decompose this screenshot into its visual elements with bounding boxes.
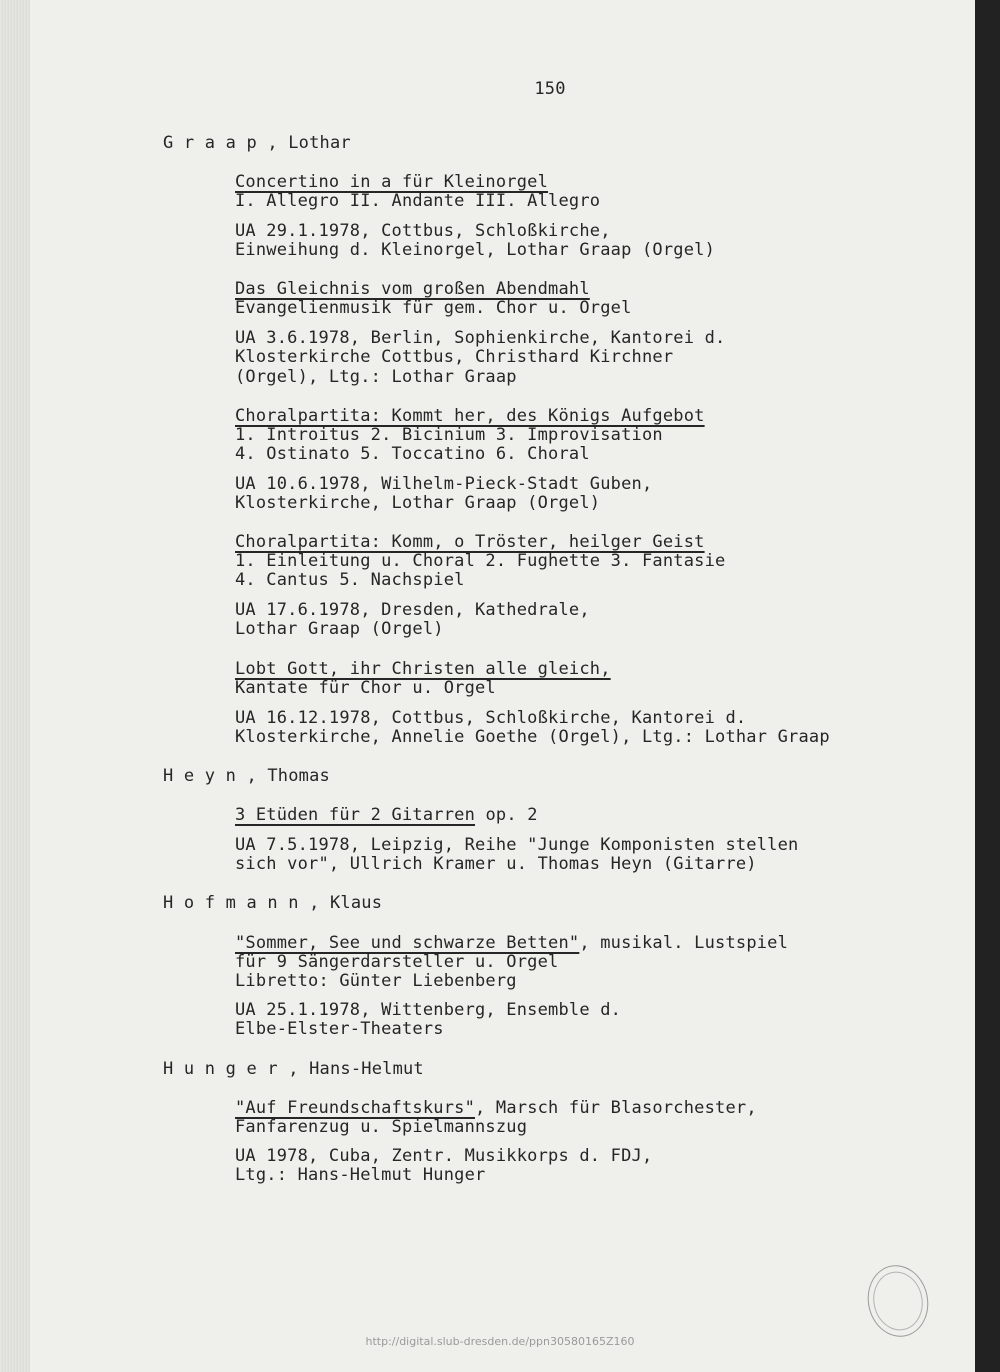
scan-background — [975, 0, 1000, 1372]
premiere-info: UA 16.12.1978, Cottbus, Schloßkirche, Kantorei d. — [235, 708, 747, 728]
work-title-rest: , Marsch für Blasorchester, — [475, 1098, 757, 1118]
premiere-info: UA 17.6.1978, Dresden, Kathedrale, — [235, 600, 590, 620]
work-detail: 4. Ostinato 5. Toccatino 6. Choral — [235, 444, 590, 464]
work-title-line — [235, 1098, 757, 1118]
work-title: Lobt Gott, ihr Christen alle gleich, — [235, 659, 611, 679]
work-detail: 1. Introitus 2. Bicinium 3. Improvisation — [235, 425, 663, 445]
work-title-line — [235, 532, 705, 552]
work-detail: Libretto: Günter Liebenberg — [235, 971, 517, 991]
work-title-line — [235, 279, 590, 299]
work-title: 3 Etüden für 2 Gitarren — [235, 805, 476, 825]
work-title: "Sommer, See und schwarze Betten" — [235, 933, 580, 953]
work-title-line — [235, 805, 538, 825]
premiere-info: Lothar Graap (Orgel) — [235, 619, 444, 639]
work-title-line — [235, 172, 548, 192]
composer-name: H u n g e r , Hans-Helmut — [163, 1059, 424, 1079]
premiere-info: Klosterkirche, Annelie Goethe (Orgel), Ltg.: Lothar Graap — [235, 727, 830, 747]
work-detail: für 9 Sängerdarsteller u. Orgel — [235, 952, 559, 972]
work-detail: Kantate für Chor u. Orgel — [235, 678, 496, 698]
work-title-line — [235, 933, 788, 953]
work-title: Das Gleichnis vom großen Abendmahl — [235, 279, 590, 299]
premiere-info: Elbe-Elster-Theaters — [235, 1019, 444, 1039]
premiere-info: Klosterkirche Cottbus, Christhard Kirchner — [235, 347, 674, 367]
work-detail: I. Allegro II. Andante III. Allegro — [235, 191, 601, 211]
premiere-info: UA 25.1.1978, Wittenberg, Ensemble d. — [235, 1000, 622, 1020]
work-title-line — [235, 659, 611, 679]
premiere-info: UA 3.6.1978, Berlin, Sophienkirche, Kantorei d. — [235, 328, 726, 348]
book-page-edges — [0, 0, 30, 1372]
work-title: Choralpartita: Komm, o Tröster, heilger Geist — [235, 532, 705, 552]
premiere-info: UA 10.6.1978, Wilhelm-Pieck-Stadt Guben, — [235, 474, 653, 494]
premiere-info: Klosterkirche, Lothar Graap (Orgel) — [235, 493, 601, 513]
premiere-info: (Orgel), Ltg.: Lothar Graap — [235, 367, 517, 387]
premiere-info: sich vor", Ullrich Kramer u. Thomas Heyn (Gitarre) — [235, 854, 757, 874]
work-title: Concertino in a für Kleinorgel — [235, 172, 549, 192]
composer-name: H e y n , Thomas — [163, 766, 330, 786]
work-title-rest: op. 2 — [475, 805, 538, 825]
composer-name: H o f m a n n , Klaus — [163, 893, 383, 913]
work-detail: 4. Cantus 5. Nachspiel — [235, 570, 465, 590]
premiere-info: Ltg.: Hans-Helmut Hunger — [235, 1165, 486, 1185]
premiere-info: Einweihung d. Kleinorgel, Lothar Graap (Orgel) — [235, 240, 716, 260]
premiere-info: UA 1978, Cuba, Zentr. Musikkorps d. FDJ, — [235, 1146, 653, 1166]
source-url: http://digital.slub-dresden.de/ppn30580165Z160 — [365, 1335, 635, 1348]
premiere-info: UA 29.1.1978, Cottbus, Schloßkirche, — [235, 221, 611, 241]
work-title: "Auf Freundschaftskurs" — [235, 1098, 476, 1118]
work-detail: 1. Einleitung u. Choral 2. Fughette 3. Fantasie — [235, 551, 726, 571]
page-number: 150 — [534, 79, 566, 99]
work-detail: Evangelienmusik für gem. Chor u. Orgel — [235, 298, 632, 318]
work-title-line — [235, 406, 705, 426]
work-detail: Fanfarenzug u. Spielmannszug — [235, 1117, 528, 1137]
premiere-info: UA 7.5.1978, Leipzig, Reihe "Junge Komponisten stellen — [235, 835, 799, 855]
composer-name: G r a a p , Lothar — [163, 133, 351, 153]
work-title-rest: , musikal. Lustspiel — [579, 933, 789, 953]
work-title: Choralpartita: Kommt her, des Königs Aufgebot — [235, 406, 705, 426]
